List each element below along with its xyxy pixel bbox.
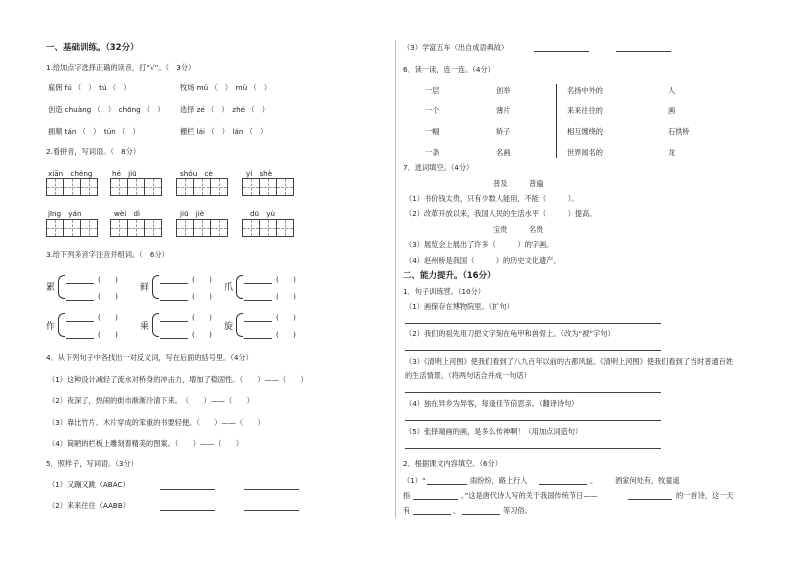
q6-col1: 一个	[425, 106, 440, 115]
brace	[236, 275, 243, 299]
q1-row2-a: 创造 chuàng （ ） chōng （ ）	[48, 105, 165, 114]
answer-line[interactable]	[244, 300, 272, 301]
answer-line[interactable]	[405, 420, 661, 421]
s2q1-item: 的生活情景。（将两句话合并成一句话）	[405, 371, 531, 380]
answer-line[interactable]	[539, 484, 587, 485]
q4-item: （4）简陋的栏板上雕刻着精美的图案。（ ）——（ ）	[48, 439, 244, 448]
q6-col4: 画	[668, 106, 676, 115]
q7-item: （2）改革开放以来，我国人民的生活水平（ ）提高。	[405, 209, 597, 218]
paren: ( )	[276, 330, 296, 339]
paren: ( )	[276, 313, 296, 322]
q6-col2: 名画	[496, 148, 511, 157]
q2-pinyin: xiān chéng	[48, 169, 93, 178]
q6-col3: 相互缠绕的	[567, 127, 603, 136]
s2q2-text: 。	[590, 476, 598, 485]
section2-title: 二、能力提升。（16分）	[403, 271, 496, 281]
q7-item: （4）赵州桥是我国（ ）的历史文化遗产。	[405, 256, 561, 265]
polyphone-char: 鲜	[140, 283, 150, 293]
q1-title: 1.给加点字选择正确的读音，打“√”。（ 3分）	[46, 63, 196, 72]
q4-item: （1）这种设计减轻了流水对桥身的冲击力，增加了稳固性。（ ）——（ ）	[48, 375, 308, 384]
grid-cell[interactable]	[242, 219, 260, 237]
q7-item: （1）书价钱太贵，只有少数人能用，不能（ ）。	[405, 194, 579, 203]
q6-col3: 来来往往的	[567, 106, 603, 115]
grid-cell[interactable]	[259, 178, 277, 196]
separator	[556, 84, 557, 158]
q7-title: 7．选词填空。（4分）	[403, 163, 474, 172]
answer-line[interactable]	[413, 499, 458, 500]
answer-line[interactable]	[405, 448, 661, 449]
brace	[58, 275, 65, 299]
grid-cell[interactable]	[193, 178, 211, 196]
q6-col4: 龙	[668, 148, 676, 157]
paren: ( )	[192, 313, 212, 322]
q3-title: 3.给下列多音字注音并组词。（ 6分）	[46, 250, 169, 259]
answer-line[interactable]	[405, 323, 661, 324]
grid-cell[interactable]	[63, 178, 81, 196]
q6-col1: 一条	[425, 148, 440, 157]
q7-words: 宝贵 名贵	[493, 225, 544, 234]
answer-line[interactable]	[66, 283, 94, 284]
s2q1-item: （4）独在异乡为异客，每逢佳节倍思亲。（翻译诗句）	[405, 399, 579, 408]
s2q1-item: （3）《清明上河图》使我们看到了八九百年以前的古都风貌。《清明上河图》使我们看到了当时普通百姓	[405, 357, 734, 366]
answer-line[interactable]	[66, 321, 94, 322]
s2q1-item: （1）画保存在博物院里。（扩句）	[405, 302, 514, 311]
paren: ( )	[276, 292, 296, 301]
grid-cell[interactable]	[110, 178, 128, 196]
q6-col1: 一幅	[425, 127, 440, 136]
answer-line[interactable]	[160, 300, 188, 301]
q6-title: 6．读一读，连一连。（4分）	[403, 65, 495, 74]
answer-line[interactable]	[66, 300, 94, 301]
column-divider	[395, 40, 396, 518]
answer-line[interactable]	[244, 283, 272, 284]
grid-cell[interactable]	[193, 219, 211, 237]
polyphone-char: 累	[46, 283, 56, 293]
grid-cell[interactable]	[176, 219, 194, 237]
polyphone-char: 作	[46, 322, 56, 332]
answer-line[interactable]	[462, 514, 500, 515]
grid-cell[interactable]	[276, 178, 294, 196]
q5-item: （2）来来往往（AABB）	[48, 501, 130, 510]
answer-line[interactable]	[405, 350, 661, 351]
q1-row1-a: 雇佣 fú （ ） tú （ ）	[48, 83, 131, 92]
brace	[236, 313, 243, 337]
grid-cell[interactable]	[176, 178, 194, 196]
paren: ( )	[98, 292, 118, 301]
q6-col2: 创举	[496, 86, 511, 95]
answer-line[interactable]	[616, 51, 671, 52]
s2q1-item: （5）张择端画的画，是多么传神啊！（用加点词造句）	[405, 427, 583, 436]
q5-title: 5．照样子，写词语。（3分）	[46, 459, 138, 468]
answer-line[interactable]	[160, 489, 215, 490]
s2q2-text: 雨纷纷，路上行人	[470, 476, 528, 485]
s2q2-text: 。”这是唐代诗人写的关于我国传统节日——	[461, 491, 598, 500]
grid-cell[interactable]	[127, 219, 145, 237]
answer-line[interactable]	[244, 489, 299, 490]
q4-title: 4．从下列句子中各找出一对反义词，写在后面的括号里。（4分）	[46, 353, 253, 362]
grid-cell[interactable]	[210, 178, 228, 196]
s2q2-text: 有	[403, 506, 411, 515]
grid-cell[interactable]	[80, 178, 98, 196]
answer-line[interactable]	[244, 510, 299, 511]
answer-line[interactable]	[413, 514, 451, 515]
q6-col3: 名扬中外的	[567, 86, 603, 95]
q6-col4: 人	[668, 86, 676, 95]
grid-cell[interactable]	[144, 219, 162, 237]
paren: ( )	[276, 275, 296, 284]
s2q1-title: 1．句子训练营。（10分）	[403, 287, 485, 296]
grid-cell[interactable]	[46, 178, 64, 196]
s2q2-text: （1）“	[403, 476, 426, 485]
paren: ( )	[98, 275, 118, 284]
q6-col1: 一层	[425, 86, 440, 95]
s2q2-title: 2．根据课文内容填空。（6分）	[403, 459, 502, 468]
q1-row3-a: 拥顺 tán （ ） tún （ ）	[48, 127, 140, 136]
q1-row3-b: 栅栏 lái （ ） lán （ ）	[180, 127, 268, 136]
answer-line[interactable]	[427, 484, 467, 485]
q2-pinyin: shǒu cè	[180, 169, 213, 178]
q2-pinyin: jīng yán	[48, 209, 82, 218]
grid-cell[interactable]	[110, 219, 128, 237]
q5-item: （1）又蹦又跳（ABAC）	[48, 480, 130, 489]
s2q2-text: 等习俗。	[503, 506, 532, 515]
polyphone-char: 乘	[140, 322, 150, 332]
paren: ( )	[98, 313, 118, 322]
s2q2-text: 、	[453, 506, 461, 515]
q6-col2: 矫子	[496, 127, 511, 136]
grid-cell[interactable]	[127, 178, 145, 196]
polyphone-char: 旋	[224, 322, 234, 332]
grid-cell[interactable]	[80, 219, 98, 237]
s2q2-text: 的一首诗，这一天	[676, 491, 734, 500]
section1-title: 一、基础训练。（32分）	[46, 43, 139, 53]
q2-pinyin: wèi dì	[114, 209, 141, 218]
s2q1-item: （2）我们的祖先用刀把文字刻在龟甲和兽骨上。（改为“被”字句）	[405, 329, 615, 338]
grid-cell[interactable]	[259, 219, 277, 237]
brace	[58, 313, 65, 337]
paren: ( )	[192, 330, 212, 339]
q5-item-3: （3）学富五车（出自成语典故）	[403, 43, 509, 52]
paren: ( )	[192, 292, 212, 301]
grid-cell[interactable]	[276, 219, 294, 237]
grid-cell[interactable]	[144, 178, 162, 196]
paren: ( )	[192, 275, 212, 284]
answer-line[interactable]	[160, 510, 215, 511]
answer-line[interactable]	[405, 392, 661, 393]
answer-line[interactable]	[160, 338, 188, 339]
answer-line[interactable]	[160, 283, 188, 284]
answer-line[interactable]	[244, 321, 272, 322]
q6-col4: 石拱桥	[668, 127, 690, 136]
grid-cell[interactable]	[210, 219, 228, 237]
s2q2-text: 酒家何处有，牧童遥	[615, 476, 680, 485]
s2q2-text: 指	[403, 491, 411, 500]
q1-row2-b: 选择 zé （ ） zhé （ ）	[180, 105, 269, 114]
grid-cell[interactable]	[242, 178, 260, 196]
grid-cell[interactable]	[46, 219, 64, 237]
answer-line[interactable]	[628, 499, 672, 500]
q2-pinyin: hé jiū	[112, 169, 137, 178]
answer-line[interactable]	[160, 321, 188, 322]
grid-cell[interactable]	[63, 219, 81, 237]
answer-line[interactable]	[66, 338, 94, 339]
brace	[152, 313, 159, 337]
q7-item: （3）展览会上展出了许多（ ）的字画。	[405, 240, 554, 249]
answer-line[interactable]	[244, 338, 272, 339]
q2-title: 2.看拼音，写词语。（ 8分）	[46, 147, 141, 156]
q7-words: 普及 普遍	[493, 179, 544, 188]
q2-pinyin: yí shè	[246, 169, 273, 178]
polyphone-char: 爪	[224, 283, 234, 293]
q6-col2: 薄片	[496, 106, 511, 115]
brace	[152, 275, 159, 299]
answer-line[interactable]	[534, 51, 589, 52]
paren: ( )	[98, 330, 118, 339]
q4-item: （2）夜深了，热闹的街市渐渐冷清下来。 （ ）——（ ）	[48, 396, 254, 405]
q1-row1-b: 牧场 mǔ （ ） mù （ ）	[180, 83, 272, 92]
q4-item: （3）靠比竹片、木片穿成的笨重的书要轻便。（ ）——（ ）	[48, 418, 265, 427]
q6-col3: 世界闻名的	[567, 148, 603, 157]
q2-pinyin: dū yù	[250, 209, 276, 218]
q2-pinyin: jiū jiè	[180, 209, 205, 218]
